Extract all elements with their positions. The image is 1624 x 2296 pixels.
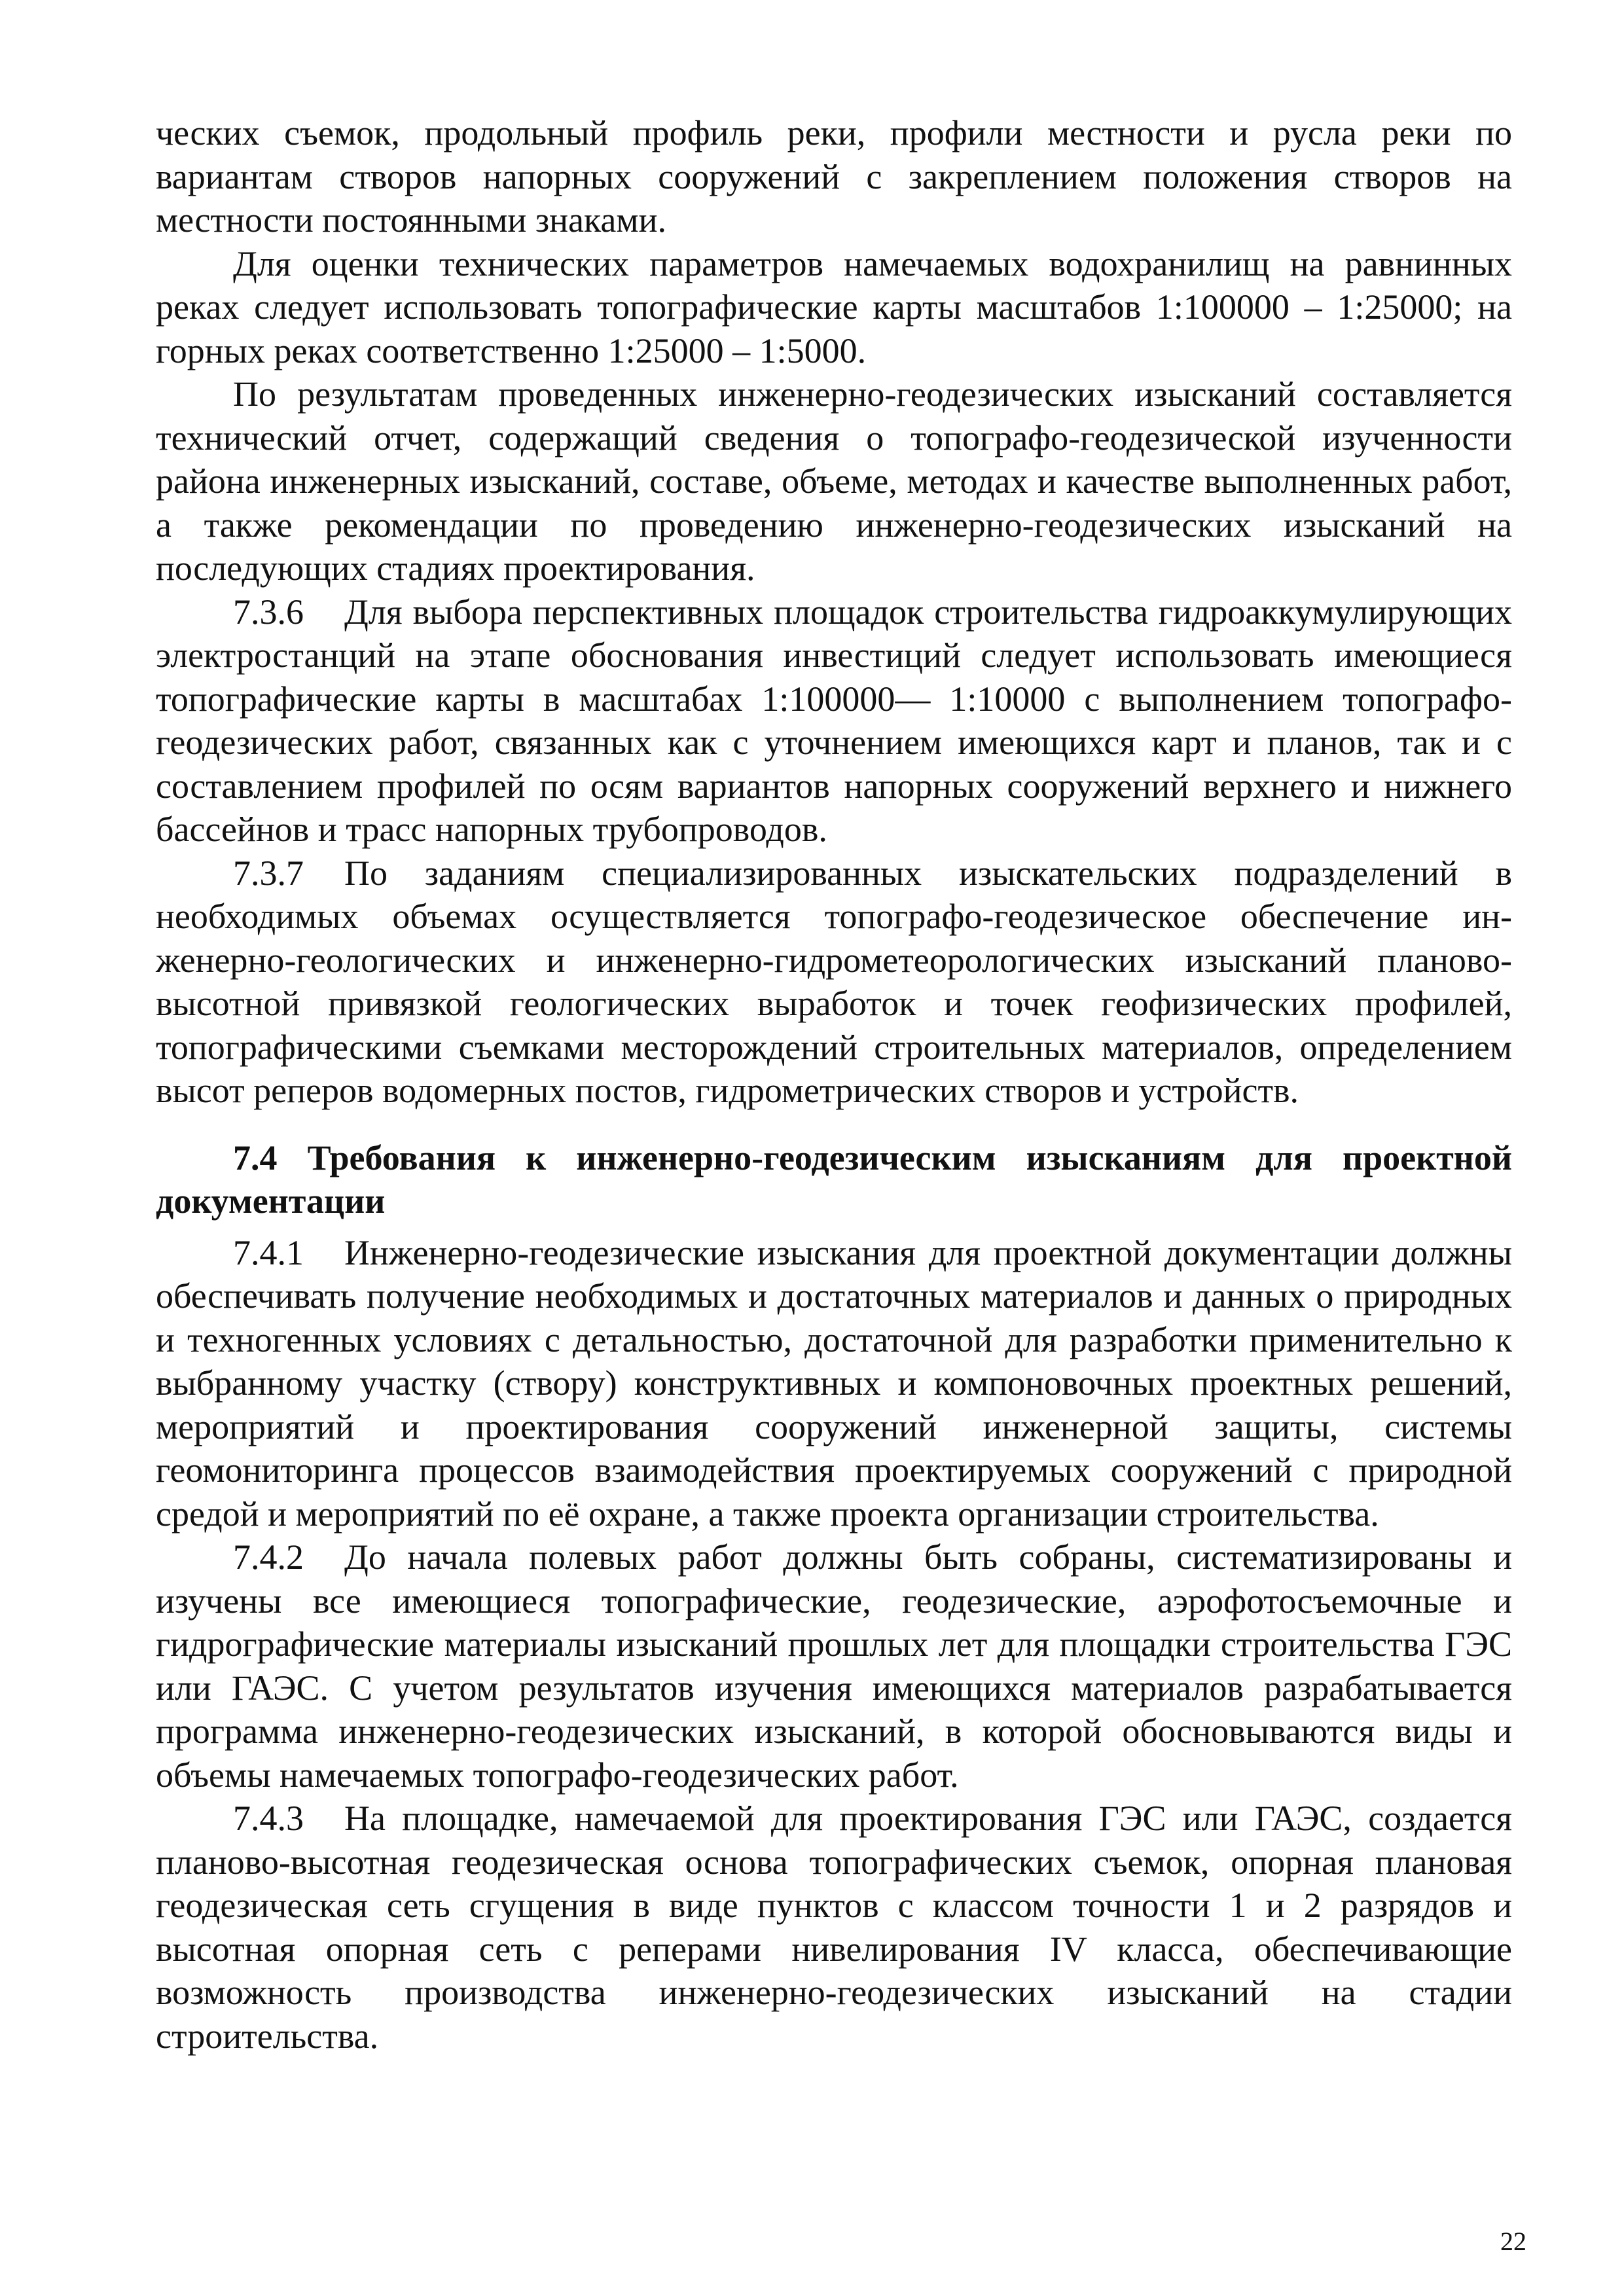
paragraph-map-scales: Для оценки технических параметров намечаемых водохранилищ на равнинных реках следует использовать топографические карты масштабов 1:100000 – 1:25000; на горных реках соответственно 1:25000 – 1:5000. [156, 243, 1512, 370]
paragraph-7-4-1 [156, 1231, 1512, 1536]
clause-text: Для выбора перспективных площадок строительства гидроаккумулирующих электростанций на этапе обоснования инвестиций следует использовать имеющиеся топографические карты в масштабах 1:100000— 1:10000 с выполнением топографо-геодезических работ, связанных как с уточнением имеющихся карт и планов, так и с составлением профилей по осям вариантов напорных сооружений верхнего и нижнего бассейнов и трасс напорных трубопроводов. [156, 592, 1512, 849]
paragraph-7-4-2 [156, 1535, 1512, 1797]
paragraph-technical-report: По результатам проведенных инженерно-геодезических изысканий составляется технический отчет, содержащий сведения о топографо-геодезической изученности района инженерных изысканий, составе, объеме, методах и качестве выполненных работ, а также рекомендации по проведению инженерно-геодезических изысканий на последующих стадиях проектирования. [156, 374, 1512, 588]
paragraph-continuation: ческих съемок, продольный профиль реки, профили местности и русла реки по вариантам створов напорных сооружений с закреплением положения створов на местности постоянными знаками. [156, 113, 1512, 240]
page-number: 22 [1500, 2227, 1526, 2256]
paragraph-7-4-3 [156, 1797, 1512, 2058]
paragraph-7-3-6 [156, 590, 1512, 852]
clause-number: 7.4.2 [233, 1537, 304, 1577]
paragraph-7-3-7 [156, 852, 1512, 1113]
clause-number: 7.4.3 [233, 1799, 304, 1838]
clause-text: На площадке, намечаемой для проектирования ГЭС или ГАЭС, создается планово-высотная геодезическая основа топографических съемок, опорная плановая геодезическая сеть сгущения в виде пунктов с классом точности 1 и 2 разрядов и высотная опорная сеть с реперами нивелирования IV класса, обеспечивающие возможность производства инженерно-геодезических изысканий на стадии строительства. [156, 1799, 1512, 2056]
clause-number: 7.3.7 [233, 853, 304, 893]
clause-number: 7.4.1 [233, 1232, 304, 1272]
clause-number: 7.3.6 [233, 592, 304, 632]
clause-text: Инженерно-геодезические изыскания для проектной документации должны обеспечивать получение необходимых и достаточных материалов и данных о природных и техногенных условиях с детальностью, достаточной для разработки применительно к выбранному участку (створу) конструктивных и компоновочных проектных решений, мероприятий и проектирования сооружений инженерной защиты, системы геомониторинга процессов взаимодействия проектируемых сооружений с природной средой и мероприятий по её охране, а также проекта организации строительства. [156, 1232, 1512, 1534]
document-page [156, 111, 1512, 2058]
clause-text: До начала полевых работ должны быть собраны, систематизированы и изучены все имеющиеся топографические, геодезические, аэрофотосъемочные и гидрографические материалы изысканий прошлых лет для площадки строительства ГЭС или ГАЭС. С учетом результатов изучения имеющихся материалов разрабатывается программа инженерно-геодезических изысканий, в которой обосновываются виды и объемы намечаемых топографо-геодезических работ. [156, 1537, 1512, 1795]
clause-text: По заданиям специализированных изыскательских подразделений в необходимых объемах осуществляется топографо-геодезическое обеспечение инженерно-геологических и инженерно-гидрометеорологических изысканий планово-высотной привязкой геологических выработок и точек геофизических профилей, топографическими съемками месторождений строительных материалов, определением высот реперов водомерных постов, гидрометрических створов и устройств. [156, 853, 1512, 1110]
section-heading-7-4: 7.4 Требования к инженерно-геодезическим изысканиям для проектной документации [156, 1138, 1512, 1221]
